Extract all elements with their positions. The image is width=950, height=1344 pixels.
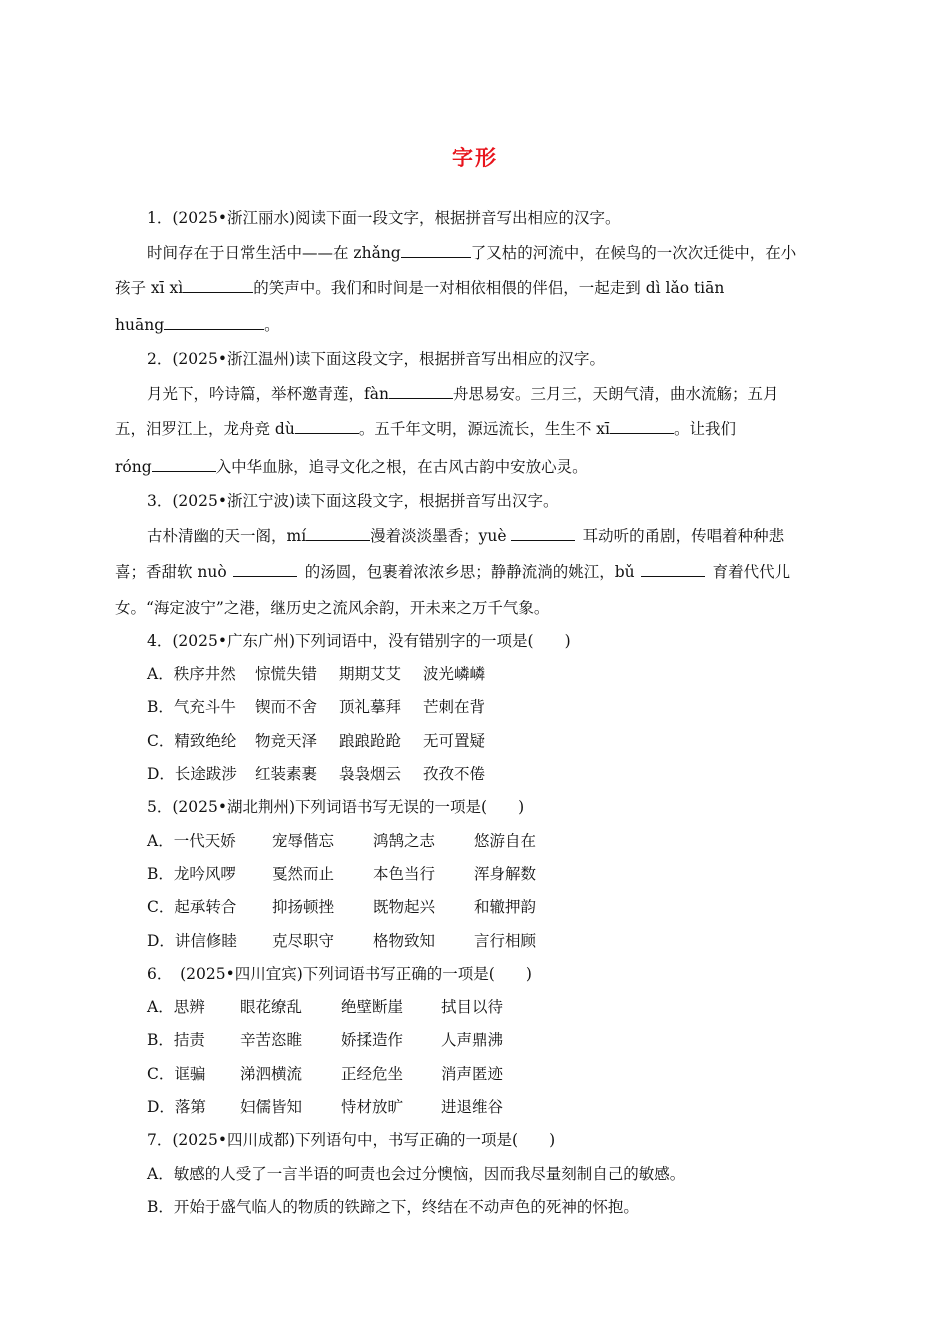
- option-word: B．龙吟风啰: [147, 865, 236, 883]
- q2-text: 。五千年文明，源远流长，生生不 xī: [358, 420, 610, 438]
- q3-text: 耳动听的甬剧，传唱着种种悲: [582, 527, 785, 545]
- option-word: 锲而不舍: [255, 698, 318, 716]
- q5-option-b[interactable]: [147, 862, 536, 884]
- q6-option-a[interactable]: [147, 995, 503, 1017]
- q1-text: 的笑声中。我们和时间是一对相依相偎的伴侣，一起走到 dì lǎo tiān: [253, 279, 725, 297]
- option-word: 顶礼摹拜: [339, 698, 402, 716]
- q1-blank-3[interactable]: [164, 314, 264, 330]
- q1-passage-line-1: [147, 241, 796, 263]
- q2-blank-2[interactable]: [295, 418, 359, 434]
- option-word: D．落第: [147, 1098, 206, 1116]
- q6-option-b[interactable]: [147, 1028, 503, 1050]
- q3-blank-4[interactable]: [641, 561, 705, 577]
- q3-text: 喜；香甜软 nuò: [115, 563, 227, 581]
- option-word: C．精致绝纶: [147, 732, 237, 750]
- q6-option-c[interactable]: [147, 1062, 503, 1084]
- option-word: 眼花缭乱: [240, 998, 303, 1016]
- q3-blank-1[interactable]: [306, 525, 370, 541]
- option-word: 消声匿迹: [441, 1065, 504, 1083]
- option-word: 既物起兴: [373, 898, 436, 916]
- option-word: 波光嶙嶙: [423, 665, 486, 683]
- q1-text: 时间存在于日常生活中——在 zhǎng: [147, 244, 401, 262]
- option-word: 芒刺在背: [423, 698, 486, 716]
- q2-text: 五，汨罗江上，龙舟竞 dù: [115, 420, 295, 438]
- option-word: 宠辱偕忘: [272, 832, 335, 850]
- option-word: 孜孜不倦: [423, 765, 486, 783]
- q4-option-c[interactable]: [147, 729, 485, 751]
- q3-blank-3[interactable]: [233, 561, 297, 577]
- option-word: 绝壁断崖: [341, 998, 404, 1016]
- q3-passage-line-1: [147, 524, 784, 546]
- q7-option-b[interactable]: B．开始于盛气临人的物质的铁蹄之下，终结在不动声色的死神的怀抱。: [147, 1198, 639, 1216]
- option-word: C．起承转合: [147, 898, 237, 916]
- option-word: D．讲信修睦: [147, 932, 237, 950]
- q2-text: 。让我们: [673, 420, 736, 438]
- question-5-heading: 5．(2025•湖北荆州)下列词语书写无误的一项是( ): [147, 798, 525, 816]
- q6-option-d[interactable]: [147, 1095, 503, 1117]
- option-word: 正经危坐: [341, 1065, 404, 1083]
- q2-blank-3[interactable]: [610, 418, 674, 434]
- q2-blank-1[interactable]: [389, 383, 453, 399]
- option-word: B．气充斗牛: [147, 698, 236, 716]
- q2-passage-line-1: [147, 382, 778, 404]
- option-word: 浑身解数: [474, 865, 537, 883]
- q1-text: huāng: [115, 316, 165, 334]
- option-word: 无可置疑: [423, 732, 486, 750]
- option-word: 涕泗横流: [240, 1065, 303, 1083]
- q1-text: 孩子 xī xì: [115, 279, 184, 297]
- option-word: D．长途跋涉: [147, 765, 237, 783]
- q2-passage-line-3: [115, 455, 588, 477]
- q3-text: 的汤圆，包裹着浓浓乡思；静静流淌的姚江，bǔ: [304, 563, 635, 581]
- option-word: 辛苦恣睢: [240, 1031, 303, 1049]
- q3-text: 漫着淡淡墨香；yuè: [370, 527, 507, 545]
- option-word: 踉踉跄跄: [339, 732, 402, 750]
- q5-option-d[interactable]: [147, 929, 536, 951]
- q2-text: 舟思易安。三月三，天朗气清，曲水流觞；五月: [452, 385, 779, 403]
- q1-passage-line-3: [115, 313, 280, 335]
- question-2-heading: 2．(2025•浙江温州)读下面这段文字，根据拼音写出相应的汉字。: [147, 350, 606, 368]
- q3-text: 古朴清幽的天一阁，mí: [147, 527, 307, 545]
- option-word: 拭目以待: [441, 998, 504, 1016]
- question-3-heading: 3．(2025•浙江宁波)读下面这段文字，根据拼音写出汉字。: [147, 492, 559, 510]
- q2-blank-4[interactable]: [152, 456, 216, 472]
- q1-text: 。: [264, 316, 280, 334]
- page-title: 字形: [452, 146, 498, 170]
- q3-passage-line-2: [115, 560, 790, 582]
- q3-passage-line-3: 女。“海定波宁”之港，继历史之流风余韵，开未来之万千气象。: [115, 599, 550, 617]
- q1-text: 了又枯的河流中，在候鸟的一次次迁徙中，在小: [470, 244, 797, 262]
- option-word: 人声鼎沸: [441, 1031, 504, 1049]
- option-word: A．一代天娇: [147, 832, 236, 850]
- q4-option-b[interactable]: [147, 695, 485, 717]
- option-word: 抑扬顿挫: [272, 898, 335, 916]
- option-word: 悠游自在: [474, 832, 537, 850]
- q3-blank-2[interactable]: [511, 525, 575, 541]
- q2-passage-line-2: [115, 417, 736, 439]
- option-word: 进退维谷: [441, 1098, 504, 1116]
- option-word: 言行相顾: [474, 932, 537, 950]
- q4-option-d[interactable]: [147, 762, 485, 784]
- option-word: 克尽职守: [272, 932, 335, 950]
- question-6-heading: 6． (2025•四川宜宾)下列词语书写正确的一项是( ): [147, 965, 532, 983]
- option-word: 恃材放旷: [341, 1098, 404, 1116]
- q2-text: 入中华血脉，追寻文化之根，在古风古韵中安放心灵。: [215, 458, 588, 476]
- q2-text: 月光下，吟诗篇，举杯邀青莲，fàn: [147, 385, 389, 403]
- option-word: 惊慌失错: [255, 665, 318, 683]
- q3-text: 育着代代儿: [712, 563, 791, 581]
- option-word: C．诓骗: [147, 1065, 206, 1083]
- q1-blank-1[interactable]: [401, 242, 471, 258]
- option-word: 妇儒皆知: [240, 1098, 303, 1116]
- option-word: 鸿鹄之志: [373, 832, 436, 850]
- option-word: B．拮责: [147, 1031, 205, 1049]
- question-4-heading: 4．(2025•广东广州)下列词语中，没有错别字的一项是( ): [147, 632, 571, 650]
- option-word: 袅袅烟云: [339, 765, 402, 783]
- q2-text: róng: [115, 458, 152, 476]
- q5-option-c[interactable]: [147, 895, 536, 917]
- option-word: 期期艾艾: [339, 665, 402, 683]
- option-word: 娇揉造作: [341, 1031, 404, 1049]
- option-word: 戛然而止: [272, 865, 335, 883]
- option-word: 红装素裹: [255, 765, 318, 783]
- q5-option-a[interactable]: [147, 829, 536, 851]
- q7-option-a[interactable]: A．敏感的人受了一言半语的呵责也会过分懊恼，因而我尽量刻制自己的敏感。: [147, 1165, 686, 1183]
- question-1-heading: 1．(2025•浙江丽水)阅读下面一段文字，根据拼音写出相应的汉字。: [147, 209, 621, 227]
- option-word: 物竞天泽: [255, 732, 318, 750]
- option-word: 和辙押韵: [474, 898, 537, 916]
- question-7-heading: 7．(2025•四川成都)下列语句中，书写正确的一项是( ): [147, 1131, 556, 1149]
- option-word: A．秩序井然: [147, 665, 236, 683]
- option-word: 本色当行: [373, 865, 436, 883]
- option-word: A．思辨: [147, 998, 205, 1016]
- q1-passage-line-2: [115, 276, 724, 298]
- q4-option-a[interactable]: [147, 662, 485, 684]
- q1-blank-2[interactable]: [183, 277, 253, 293]
- option-word: 格物致知: [373, 932, 436, 950]
